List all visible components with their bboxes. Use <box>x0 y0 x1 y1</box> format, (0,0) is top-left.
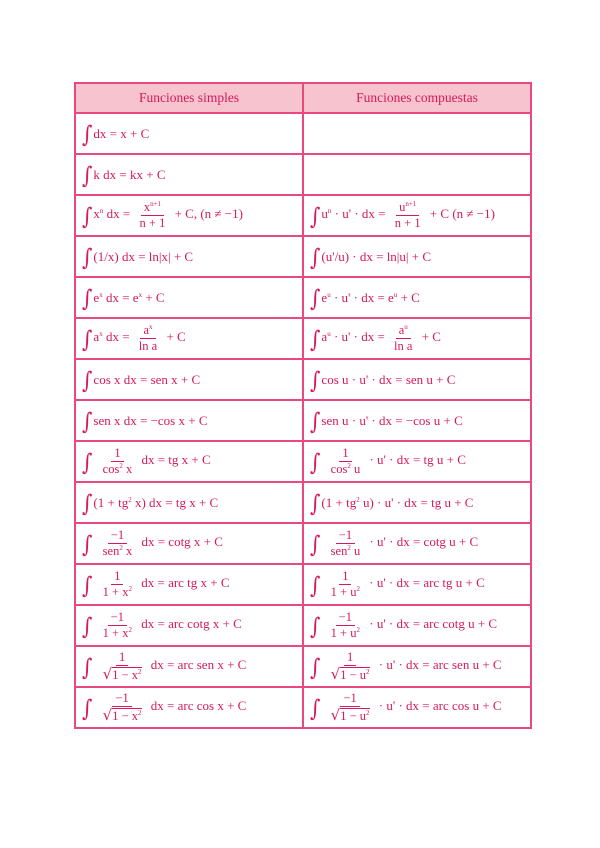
denominator-text: u <box>350 462 361 476</box>
formula-text: · u' · dx = arc cos u + C <box>378 698 502 714</box>
formula <box>93 290 164 305</box>
table-row <box>75 564 531 605</box>
fraction-numerator <box>396 324 411 339</box>
cell-simple-function <box>75 359 303 400</box>
denominator-text: ln a <box>138 339 158 353</box>
cell-compound-function <box>303 646 531 687</box>
numerator-text: 1 <box>346 649 354 664</box>
formula-text: x <box>93 206 100 222</box>
formula-exponent: u <box>327 330 331 339</box>
cell-compound-function <box>303 564 531 605</box>
formula-text: sen u · u' · dx = −cos u + C <box>321 412 463 428</box>
fraction-denominator <box>100 707 145 724</box>
formula-text: u) · u' · dx = tg u + C <box>362 494 474 510</box>
cell-simple-function <box>75 564 303 605</box>
formula-text: + C, (n ≠ −1) <box>174 206 243 222</box>
fraction <box>100 447 136 476</box>
fraction <box>100 692 145 724</box>
cell-compound-function <box>303 359 531 400</box>
header-simple-functions: Funciones simples <box>75 83 303 113</box>
denominator-text: 1 − u <box>340 708 367 723</box>
fraction-numerator <box>340 692 359 707</box>
table-row <box>75 646 531 687</box>
formula-text: (1 + tg <box>321 494 357 510</box>
numerator-text: 1 <box>342 445 349 460</box>
denominator-text: ln a <box>394 339 413 353</box>
fraction <box>328 570 363 599</box>
fraction-denominator <box>328 626 363 640</box>
table-row <box>75 605 531 646</box>
integral-sign-icon: ∫ <box>310 283 321 312</box>
fraction-denominator <box>137 216 169 230</box>
formula <box>93 527 223 558</box>
denominator-text: 1 − x <box>112 708 139 723</box>
fraction <box>100 611 135 640</box>
denominator-text: sen <box>330 544 348 558</box>
table-row <box>75 236 531 277</box>
cell-compound-function <box>303 523 531 564</box>
formula <box>93 322 186 353</box>
fraction-numerator <box>336 611 355 626</box>
radicand <box>112 667 141 682</box>
denominator-exponent: 2 <box>356 626 360 634</box>
numerator-text: a <box>398 322 405 337</box>
cell-simple-function <box>75 400 303 441</box>
integral-sign-icon: ∫ <box>82 693 93 722</box>
integral-sign-icon: ∫ <box>310 324 321 353</box>
fraction-numerator <box>112 692 131 707</box>
formula-text: dx = <box>105 329 130 345</box>
formula-text: cos x dx = sen x + C <box>93 371 201 387</box>
formula-text: + C (n ≠ −1) <box>429 206 495 222</box>
formula <box>321 249 431 264</box>
formula-exponent: u <box>393 290 398 299</box>
integral-sign-icon: ∫ <box>310 365 321 394</box>
numerator-text: x <box>143 199 151 214</box>
fraction-numerator <box>141 201 164 216</box>
formula <box>93 167 165 182</box>
denominator-text: u <box>350 544 361 558</box>
formula <box>93 690 247 724</box>
formula-text: (1/x) dx = ln|x| + C <box>93 248 194 264</box>
cell-compound-function <box>303 605 531 646</box>
formula-text: · u' · dx = cotg u + C <box>369 534 479 550</box>
formula <box>321 199 495 230</box>
formula-text: dx = cotg x + C <box>141 534 223 550</box>
integral-sign-icon: ∫ <box>82 447 93 476</box>
denominator-exponent: 2 <box>347 462 351 470</box>
fraction-numerator <box>111 447 123 462</box>
numerator-text: 1 <box>118 649 126 664</box>
integral-sign-icon: ∫ <box>310 693 321 722</box>
cell-simple-function <box>75 277 303 318</box>
numerator-text: −1 <box>338 609 352 624</box>
formula <box>93 568 230 599</box>
formula-text: dx = arc tg x + C <box>141 575 230 591</box>
formula-text: cos u · u' · dx = sen u + C <box>321 371 456 387</box>
formula-text: a <box>93 329 100 345</box>
fraction-denominator <box>328 666 373 683</box>
fraction-denominator <box>328 707 373 724</box>
fraction-denominator <box>328 462 364 476</box>
cell-simple-function <box>75 523 303 564</box>
integrals-table <box>74 82 532 729</box>
formula-text: + C <box>166 329 186 345</box>
radicand <box>340 667 369 682</box>
formula <box>321 649 502 683</box>
integral-sign-icon: ∫ <box>82 365 93 394</box>
denominator-text: x <box>122 462 133 476</box>
numerator-text: a <box>143 322 150 337</box>
formula-text: dx = x + C <box>93 125 150 141</box>
table-row <box>75 687 531 728</box>
table-row <box>75 113 531 154</box>
formula-text: · u' · dx = <box>333 329 385 345</box>
formula-exponent: x <box>138 290 143 299</box>
fraction <box>328 447 364 476</box>
denominator-exponent: 2 <box>347 544 351 552</box>
radicand <box>340 708 369 723</box>
formula-text: · u' · dx = arc cotg u + C <box>369 616 498 632</box>
cell-compound-function <box>303 113 531 154</box>
formula-text: · u' · dx = arc tg u + C <box>369 575 485 591</box>
fraction <box>328 692 373 724</box>
cell-simple-function <box>75 441 303 482</box>
formula-exponent: n <box>99 207 104 216</box>
integrals-table-container <box>74 82 532 729</box>
denominator-text: cos <box>102 462 120 476</box>
denominator-text: n + 1 <box>394 216 421 230</box>
fraction-denominator <box>328 544 364 558</box>
table-row <box>75 154 531 195</box>
numerator-exponent: n+1 <box>150 199 162 208</box>
formula-text: e <box>321 289 328 305</box>
fraction <box>392 201 424 230</box>
table-row <box>75 318 531 359</box>
denominator-exponent: 2 <box>138 708 142 717</box>
integral-sign-icon: ∫ <box>310 201 321 230</box>
denominator-text: 1 − u <box>340 667 367 682</box>
formula <box>321 445 466 476</box>
formula-text: dx = e <box>105 289 139 305</box>
formula-text: · u' · dx = e <box>333 289 394 305</box>
denominator-text: n + 1 <box>139 216 166 230</box>
formula <box>321 290 419 305</box>
formula-text: e <box>93 289 100 305</box>
fraction-denominator <box>100 666 145 683</box>
cell-compound-function <box>303 318 531 359</box>
cell-simple-function <box>75 236 303 277</box>
formula <box>321 568 485 599</box>
fraction <box>328 611 363 640</box>
cell-compound-function <box>303 482 531 523</box>
formula <box>321 495 473 510</box>
fraction-numerator <box>140 324 155 339</box>
fraction-denominator <box>100 585 135 599</box>
integral-sign-icon: ∫ <box>82 488 93 517</box>
denominator-text: 1 + u <box>330 585 357 599</box>
fraction <box>136 324 160 353</box>
denominator-text: sen <box>102 544 120 558</box>
formula-exponent: x <box>99 330 103 339</box>
formula-text: dx = tg x + C <box>141 452 211 468</box>
denominator-text: 1 + u <box>330 626 357 640</box>
formula <box>93 413 207 428</box>
fraction-numerator <box>111 570 123 585</box>
formula-exponent: u <box>327 290 331 299</box>
cell-compound-function <box>303 277 531 318</box>
formula <box>321 527 479 558</box>
formula-text: dx = arc cos x + C <box>150 698 247 714</box>
numerator-text: 1 <box>114 568 121 583</box>
radicand <box>112 708 141 723</box>
fraction-denominator <box>328 585 363 599</box>
integral-sign-icon: ∫ <box>82 406 93 435</box>
formula-exponent: n <box>327 207 332 216</box>
formula-text: + C <box>421 329 441 345</box>
formula-text: dx = arc sen x + C <box>150 657 247 673</box>
integral-sign-icon: ∫ <box>82 242 93 271</box>
cell-compound-function <box>303 154 531 195</box>
formula-text: (1 + tg <box>93 494 129 510</box>
numerator-text: −1 <box>115 690 129 705</box>
integral-sign-icon: ∫ <box>82 160 93 189</box>
cell-compound-function <box>303 236 531 277</box>
denominator-exponent: 2 <box>138 667 142 676</box>
formula-text: dx = arc cotg x + C <box>141 616 242 632</box>
fraction-numerator <box>108 529 127 544</box>
fraction-denominator <box>100 462 136 476</box>
formula-text: sen x dx = −cos x + C <box>93 412 208 428</box>
formula-exponent: x <box>99 290 103 299</box>
formula <box>93 249 193 264</box>
cell-simple-function <box>75 154 303 195</box>
fraction-denominator <box>100 544 136 558</box>
integral-sign-icon: ∫ <box>82 283 93 312</box>
fraction <box>100 651 145 683</box>
denominator-exponent: 2 <box>366 708 370 717</box>
formula-text: u <box>321 206 328 222</box>
fraction-numerator <box>336 529 355 544</box>
cell-simple-function <box>75 646 303 687</box>
formula <box>93 372 200 387</box>
integral-sign-icon: ∫ <box>310 529 321 558</box>
denominator-exponent: 2 <box>128 585 132 593</box>
numerator-text: −1 <box>110 527 125 542</box>
cell-simple-function <box>75 113 303 154</box>
cell-compound-function <box>303 195 531 236</box>
formula-text: · u' · dx = tg u + C <box>369 452 466 468</box>
fraction <box>391 324 415 353</box>
table-body <box>75 113 531 728</box>
cell-simple-function <box>75 687 303 728</box>
numerator-exponent: u <box>404 322 408 331</box>
header-compound-functions: Funciones compuestas <box>303 83 531 113</box>
formula-text: + C <box>400 289 420 305</box>
numerator-text: 1 <box>114 445 121 460</box>
formula-text: · u' · dx = <box>334 206 386 222</box>
integral-sign-icon: ∫ <box>82 201 93 230</box>
fraction <box>328 529 364 558</box>
formula <box>321 322 441 353</box>
integral-sign-icon: ∫ <box>310 242 321 271</box>
integral-sign-icon: ∫ <box>82 652 93 681</box>
table-row <box>75 195 531 236</box>
denominator-exponent: 2 <box>128 626 132 634</box>
formula-text: dx = <box>106 206 131 222</box>
numerator-text: −1 <box>110 609 124 624</box>
formula <box>93 445 211 476</box>
formula <box>93 126 149 141</box>
formula-exponent: 2 <box>356 495 360 504</box>
integral-sign-icon: ∫ <box>82 529 93 558</box>
integral-sign-icon: ∫ <box>310 570 321 599</box>
table-row <box>75 523 531 564</box>
fraction-numerator <box>396 201 419 216</box>
denominator-text: 1 + x <box>102 585 129 599</box>
numerator-exponent: n+1 <box>405 199 417 208</box>
numerator-text: −1 <box>338 527 353 542</box>
square-root-icon: √ <box>102 705 113 724</box>
integral-sign-icon: ∫ <box>310 611 321 640</box>
fraction <box>100 570 135 599</box>
formula <box>93 649 247 683</box>
integral-sign-icon: ∫ <box>310 447 321 476</box>
denominator-exponent: 2 <box>119 462 123 470</box>
formula-text: k dx = kx + C <box>93 166 166 182</box>
fraction-numerator <box>339 447 351 462</box>
formula-text: x) dx = tg x + C <box>134 494 219 510</box>
cell-compound-function <box>303 400 531 441</box>
formula <box>321 609 498 640</box>
table-header-row <box>75 83 531 113</box>
formula-text: (u'/u) · dx = ln|u| + C <box>321 248 432 264</box>
fraction-numerator <box>339 570 351 585</box>
cell-simple-function <box>75 482 303 523</box>
table-row <box>75 400 531 441</box>
formula <box>321 690 502 724</box>
cell-compound-function <box>303 441 531 482</box>
formula-exponent: 2 <box>128 495 132 504</box>
denominator-text: 1 + x <box>102 626 129 640</box>
numerator-exponent: x <box>149 322 153 331</box>
cell-simple-function <box>75 605 303 646</box>
integral-sign-icon: ∫ <box>82 119 93 148</box>
numerator-text: 1 <box>342 568 349 583</box>
numerator-text: u <box>399 199 406 214</box>
square-root-icon: √ <box>330 664 341 683</box>
table-row <box>75 482 531 523</box>
fraction-denominator <box>100 626 135 640</box>
integral-sign-icon: ∫ <box>310 406 321 435</box>
formula-text: a <box>321 329 328 345</box>
formula <box>93 199 243 230</box>
fraction-numerator <box>116 651 128 666</box>
integral-sign-icon: ∫ <box>82 324 93 353</box>
integral-sign-icon: ∫ <box>310 652 321 681</box>
numerator-text: −1 <box>343 690 357 705</box>
fraction <box>100 529 136 558</box>
formula <box>93 495 218 510</box>
denominator-exponent: 2 <box>356 585 360 593</box>
table-row <box>75 277 531 318</box>
denominator-text: 1 − x <box>112 667 139 682</box>
denominator-exponent: 2 <box>119 544 123 552</box>
integral-sign-icon: ∫ <box>310 488 321 517</box>
fraction-denominator <box>392 216 424 230</box>
formula <box>321 372 455 387</box>
fraction-numerator <box>344 651 356 666</box>
integral-sign-icon: ∫ <box>82 570 93 599</box>
table-row <box>75 441 531 482</box>
square-root-icon: √ <box>330 705 341 724</box>
formula <box>321 413 462 428</box>
table-row <box>75 359 531 400</box>
square-root-icon: √ <box>102 664 113 683</box>
formula <box>93 609 242 640</box>
cell-simple-function <box>75 195 303 236</box>
fraction-numerator <box>108 611 127 626</box>
fraction <box>137 201 169 230</box>
denominator-exponent: 2 <box>366 667 370 676</box>
denominator-text: x <box>122 544 133 558</box>
formula-text: + C <box>145 289 165 305</box>
fraction <box>328 651 373 683</box>
cell-compound-function <box>303 687 531 728</box>
formula-text: · u' · dx = arc sen u + C <box>378 657 502 673</box>
denominator-text: cos <box>330 462 348 476</box>
fraction-denominator <box>391 339 415 353</box>
integral-sign-icon: ∫ <box>82 611 93 640</box>
cell-simple-function <box>75 318 303 359</box>
fraction-denominator <box>136 339 160 353</box>
